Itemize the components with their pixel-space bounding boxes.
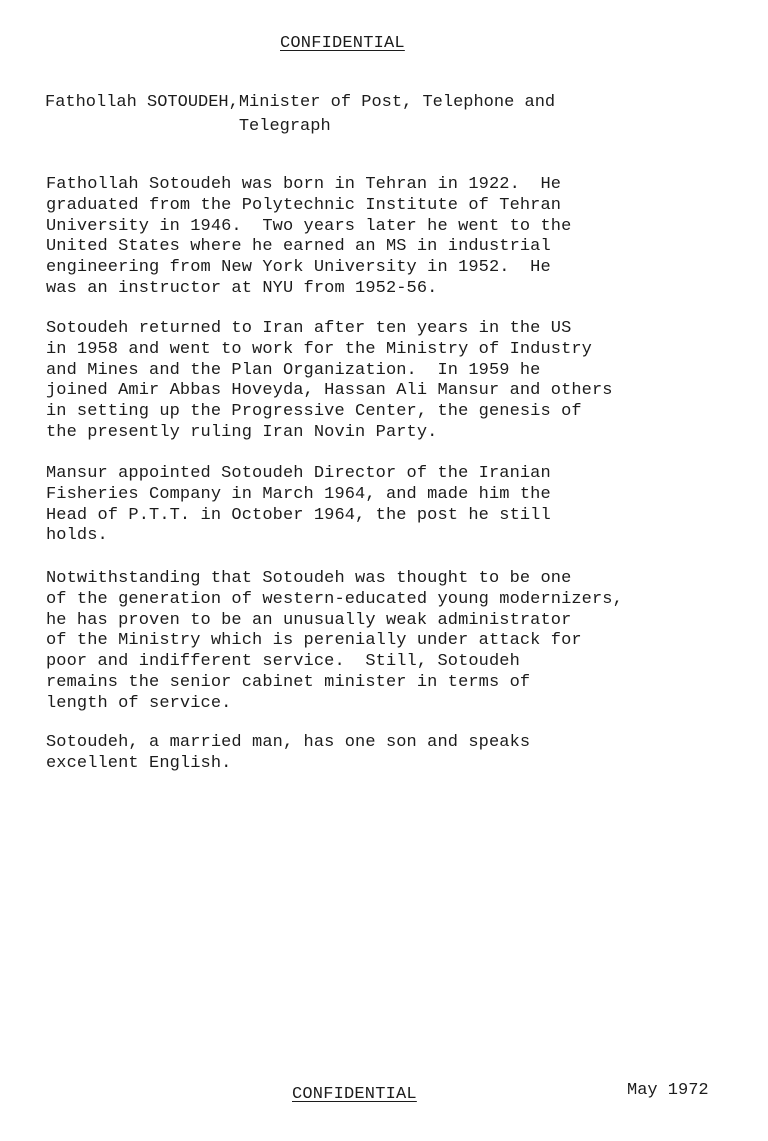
paragraph-line: graduated from the Polytechnic Institute of Tehran <box>46 195 562 215</box>
paragraph-line: excellent English. <box>46 753 232 773</box>
paragraph-appointments <box>46 464 746 547</box>
paragraph-line: Fathollah Sotoudeh was born in Tehran in 1922. He <box>46 175 562 194</box>
paragraph-line: of the Ministry which is perenially under attack for <box>46 631 582 651</box>
paragraph-line: and Mines and the Plan Organization. In 1959 he <box>46 360 541 380</box>
paragraph-line: he has proven to be an unusually weak administrator <box>46 610 572 630</box>
paragraph-line: holds. <box>46 526 108 546</box>
paragraph-personal <box>46 733 746 775</box>
paragraph-line: of the generation of western-educated young modernizers, <box>46 589 623 609</box>
paragraph-line: poor and indifferent service. Still, Sotoudeh <box>46 652 520 672</box>
paragraph-line: joined Amir Abbas Hoveyda, Hassan Ali Mansur and others <box>46 381 613 401</box>
heading-title: Minister of Post, Telephone and Telegraph <box>238 93 556 136</box>
paragraph-line: was an instructor at NYU from 1952-56. <box>46 278 438 298</box>
paragraph-line: Notwithstanding that Sotoudeh was thought to be one <box>46 569 572 588</box>
document-date: May 1972 <box>627 1081 709 1100</box>
paragraph-line: Sotoudeh, a married man, has one son and speaks <box>46 733 531 752</box>
classification-marking-top: CONFIDENTIAL <box>280 34 405 53</box>
paragraph-line: Head of P.T.T. in October 1964, the post he still <box>46 505 551 525</box>
paragraph-line: length of service. <box>46 693 232 713</box>
paragraph-line: United States where he earned an MS in industrial <box>46 237 551 257</box>
paragraph-return-to-iran <box>46 319 746 444</box>
paragraph-line: in setting up the Progressive Center, the genesis of <box>46 402 582 422</box>
heading-name: Fathollah SOTOUDEH, <box>45 93 239 112</box>
paragraph-line: Sotoudeh returned to Iran after ten years in the US <box>46 319 572 338</box>
paragraph-line: Mansur appointed Sotoudeh Director of the Iranian <box>46 464 551 483</box>
paragraph-line: University in 1946. Two years later he went to the <box>46 216 572 236</box>
document-heading <box>45 91 629 139</box>
paragraph-line: engineering from New York University in 1952. He <box>46 258 551 278</box>
paragraph-biography-early <box>46 175 746 300</box>
classification-marking-bottom: CONFIDENTIAL <box>292 1085 417 1104</box>
paragraph-line: in 1958 and went to work for the Ministry of Industry <box>46 339 592 359</box>
paragraph-line: Fisheries Company in March 1964, and made him the <box>46 484 551 504</box>
paragraph-line: remains the senior cabinet minister in terms of <box>46 672 531 692</box>
paragraph-assessment <box>46 569 746 715</box>
paragraph-line: the presently ruling Iran Novin Party. <box>46 422 438 442</box>
